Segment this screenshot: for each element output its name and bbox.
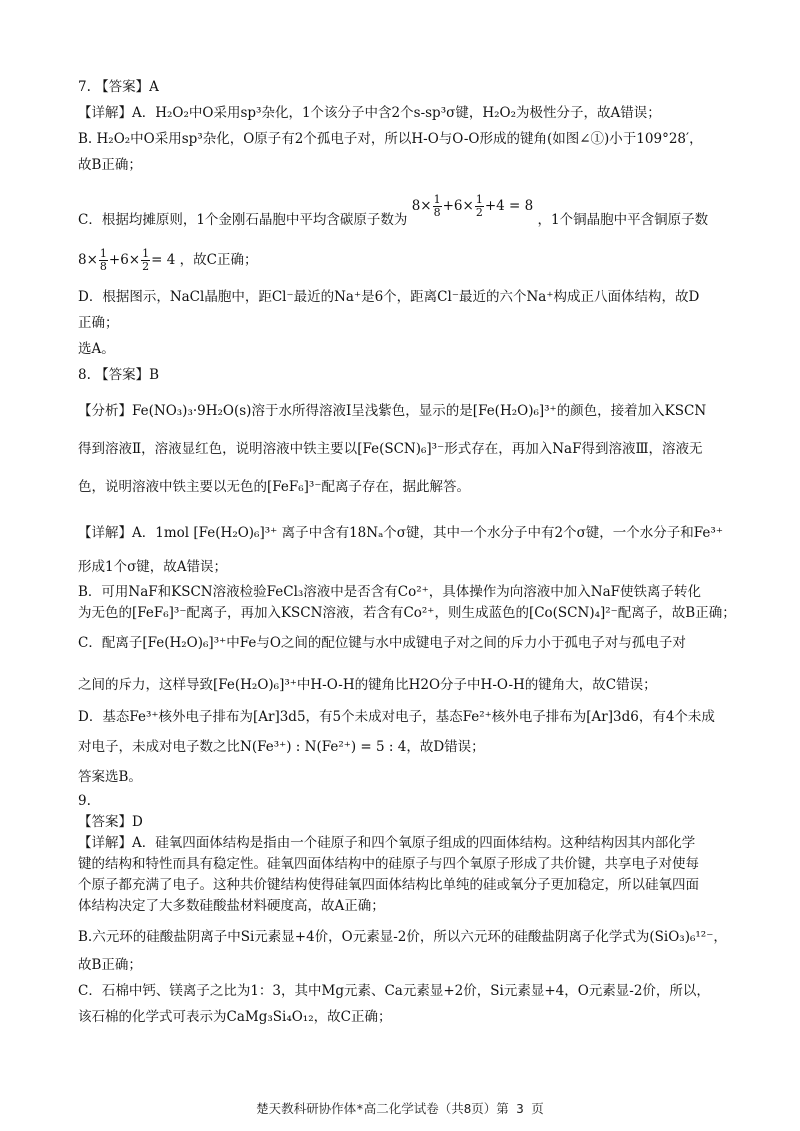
q9-detail-c-line2 — [78, 1008, 728, 1026]
q9-number: 9. — [78, 793, 91, 809]
q9-detail-a-line1: 【详解】A．硅氧四面体结构是指由一个硅原子和四个氧原子组成的四面体结构。这种结构因其内部化学 — [78, 835, 696, 851]
q8-a1-ion: [Fe(H₂O)₆]³⁺ — [472, 403, 557, 419]
q8-detail-a-line2: 形成1个σ键，故A错误； — [78, 559, 228, 575]
q7-detail-c-line1 — [78, 193, 728, 233]
q7-c2-tail: = 4 — [151, 252, 176, 268]
q8-c2-post: 中H-O-H的键角比H2O分子中H-O-H的键角大，故C错误； — [296, 677, 657, 693]
q7-c-text-post: ，1个铜晶胞中平含铜原子数 — [537, 212, 709, 228]
q8-detail-b-line2: 为无色的[FeF₆]³⁻配离子，再加入KSCN溶液，若含有Co²⁺，则生成蓝色的[Co(SCN)₄]²⁻配离子，故B正确； — [78, 605, 736, 621]
q9-c2-pre: 该石棉的化学式可表示为 — [78, 1009, 227, 1025]
q8-d2-post: ，故D错误； — [406, 739, 485, 755]
q8-analysis-line1 — [78, 402, 728, 420]
q8-detail-b-line1: B．可用NaF和KSCN溶液检验FeCl₃溶液中是否含有Co²⁺，具体操作为向溶液中加入NaF使铁离子转化 — [78, 584, 702, 600]
q7-c-text-pre: C．根据均摊原则，1个金刚石晶胞中平均含碳原子数为 — [78, 212, 408, 228]
q8-a3-ion: [FeF₆]³⁻ — [267, 479, 322, 495]
q7-detail-b-line1: B. H₂O₂中O采用sp³杂化，O原子有2个孤电子对，所以H-O与O-O形成的键角(如图∠①)小于109°28′， — [78, 131, 703, 147]
q9-detail-a-line3: 个原子都充满了电子。这种共价键结构使得硅氧四面体结构比单纯的硅或氧分子更加稳定，所以硅氧四面 — [78, 877, 699, 893]
q7-choose: 选A。 — [78, 341, 115, 357]
q8-a3-pre: 色，说明溶液中铁主要以无色的 — [78, 479, 267, 495]
q7-c2-post: ，故C正确； — [179, 252, 258, 268]
q7-detail-d-line1: D．根据图示，NaCl晶胞中，距Cl⁻最近的Na⁺是6个，距离Cl⁻最近的六个Na⁺构成正八面体结构，故D — [78, 289, 700, 305]
q8-a2-post: 形式存在，再加入NaF得到溶液Ⅲ，溶液无 — [444, 441, 703, 457]
q9-detail-b-line2: 故B正确； — [78, 957, 142, 973]
q8-d2-pre: 对电子，未成对电子数之比 — [78, 739, 240, 755]
q8-c1-ion: [Fe(H₂O)₆]³⁺ — [142, 635, 227, 651]
q8-c1-pre: C．配离子 — [78, 635, 143, 651]
q7-c-copper-formula: 8× $\frac{1}{8}$ +6× $\frac{1}{2}$ = 4 — [78, 247, 176, 273]
q9-detail-c-line1: C．石棉中钙、镁离子之比为1：3，其中Mg元素、Ca元素显+2价，Si元素显+4，O元素显-2价，所以， — [78, 983, 710, 999]
q8-answer: 8. 【答案】B — [78, 367, 160, 383]
q8-detail-d-line2 — [78, 738, 728, 756]
q7-c-diamond-formula: 8× $\frac{1}{8}$ +6× $\frac{1}{2}$ +4 = 8 — [411, 193, 534, 219]
q8-a3-post: 配离子存在，据此解答。 — [321, 479, 470, 495]
q8-detail-d-line1: D．基态Fe³⁺核外电子排布为[Ar]3d5，有5个未成对电子，基态Fe²⁺核外电子排布为[Ar]3d6，有4个未成 — [78, 709, 715, 725]
q9-b1-post: ， — [713, 929, 727, 945]
q8-da1-ion: [Fe(H₂O)₆]³⁺ — [193, 525, 278, 541]
q7-c-formula-tail: +4 = 8 — [484, 198, 534, 214]
q9-detail-b-line1 — [78, 928, 728, 946]
q8-da1-post: 离子中含有18Nₐ个σ键，其中一个水分子中有2个σ键，一个水分子和Fe³⁺ — [281, 525, 723, 541]
q7-detail-a: 【详解】A．H₂O₂中O采用sp³杂化，1个该分子中含2个s-sp³σ键，H₂O₂为极性分子，故A错误； — [78, 105, 661, 121]
q8-a2-pre: 得到溶液Ⅱ，溶液显红色，说明溶液中铁主要以 — [78, 441, 358, 457]
q8-a1-lead: 【分析】 — [78, 403, 132, 419]
q8-c2-pre: 之间的斥力，这样导致 — [78, 677, 213, 693]
q8-choose: 答案选B。 — [78, 769, 142, 785]
q8-d2-formula: N(Fe³⁺) : N(Fe²⁺) = 5 : 4 — [240, 739, 407, 755]
page-footer: 楚天教科研协作体*高二化学试卷（共8页）第 3 页 — [256, 1101, 544, 1116]
q8-detail-c-line1 — [78, 634, 728, 652]
q8-detail-c-line2 — [78, 676, 728, 694]
q8-da1-pre: 【详解】A．1mol — [78, 525, 190, 541]
q8-a1-mid: 溶于水所得溶液Ⅰ呈浅紫色，显示的是 — [251, 403, 473, 419]
q8-c1-post: 中Fe与O之间的配位键与水中成键电子对之间的斥力小于孤电子对与孤电子对 — [226, 635, 686, 651]
q7-detail-c-line2 — [78, 248, 728, 273]
q9-b1-ion: (SiO₃)₆¹²⁻ — [649, 929, 714, 945]
q7-detail-b-line2: 故B正确； — [78, 157, 142, 173]
q8-detail-a-line1 — [78, 524, 728, 542]
q9-c2-formula: CaMg₃Si₄O₁₂ — [226, 1009, 314, 1025]
q7-detail-d-line2: 正确； — [78, 315, 119, 331]
q8-a2-ion: [Fe(SCN)₆]³⁻ — [357, 441, 445, 457]
q8-analysis-line3 — [78, 478, 728, 496]
q9-b1-pre: B.六元环的硅酸盐阴离子中Si元素显+4价，O元素显-2价，所以六元环的硅酸盐阴离子化学式为 — [78, 929, 650, 945]
q8-c2-ion: [Fe(H₂O)₆]³⁺ — [213, 677, 297, 693]
q9-detail-a-line2: 键的结构和特性而具有稳定性。硅氧四面体结构中的硅原子与四个氧原子形成了共价键，共享电子对使每 — [78, 856, 699, 872]
q9-detail-a-line4: 体结构决定了大多数硅酸盐材料硬度高，故A正确； — [78, 898, 385, 914]
q8-analysis-line2 — [78, 440, 728, 458]
q8-a1-formula: Fe(NO₃)₃·9H₂O(s) — [132, 403, 252, 419]
q8-a1-post: 的颜色，接着加入KSCN — [556, 403, 707, 419]
q7-answer: 7. 【答案】A — [78, 79, 159, 95]
q9-answer: 【答案】D — [78, 814, 143, 830]
q9-c2-post: ，故C正确； — [313, 1009, 392, 1025]
